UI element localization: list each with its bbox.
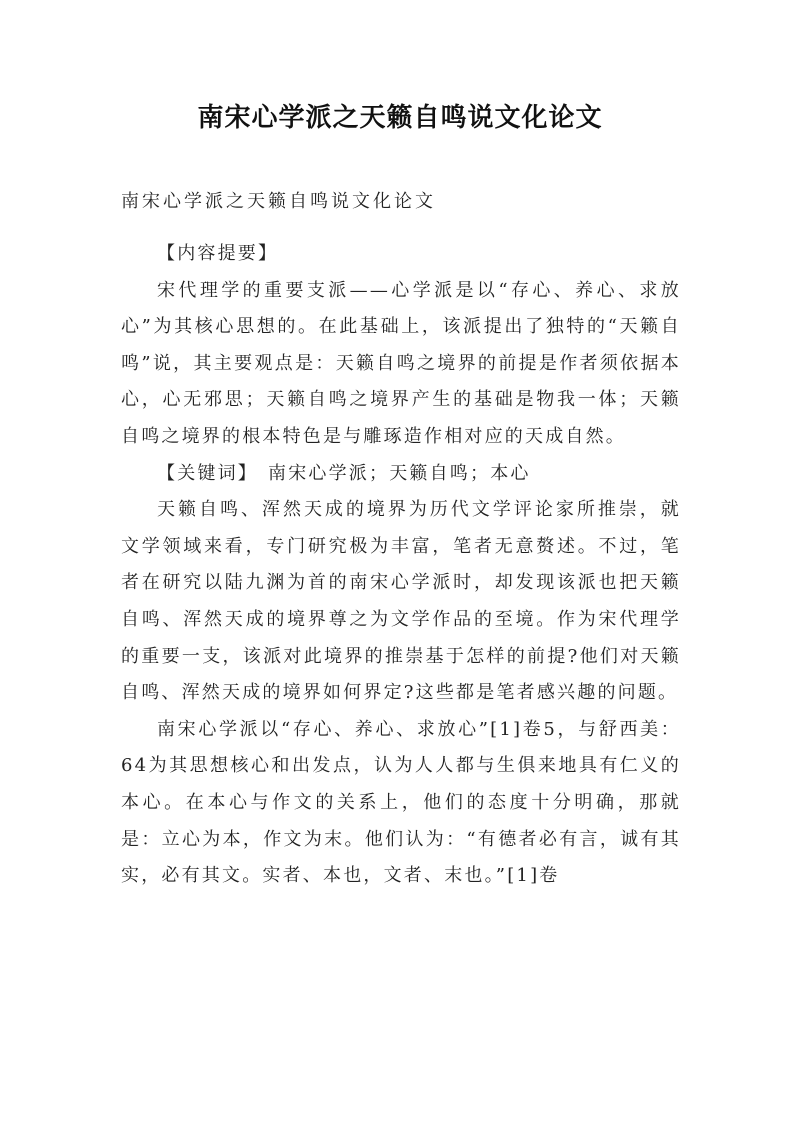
document-subtitle: 南宋心学派之天籁自鸣说文化论文 xyxy=(121,191,436,212)
abstract-paragraph: 宋代理学的重要支派——心学派是以“存心、养心、求放心”为其核心思想的。在此基础上，该派提出了独特的“天籁自鸣”说，其主要观点是：天籁自鸣之境界的前提是作者须依据本心，心无邪思；天籁自鸣之境界产生的基础是物我一体；天籁自鸣之境界的根本特色是与雕琢造作相对应的天成自然。 xyxy=(121,279,681,447)
body-paragraph-1: 天籁自鸣、浑然天成的境界为历代文学评论家所推崇，就文学领域来看，专门研究极为丰富，笔者无意赘述。不过，笔者在研究以陆九渊为首的南宋心学派时，却发现该派也把天籁自鸣、浑然天成的境界尊之为文学作品的至境。作为宋代理学的重要一支，该派对此境界的推崇基于怎样的前提?他们对天籁自鸣、浑然天成的境界如何界定?这些都是笔者感兴趣的问题。 xyxy=(121,499,681,704)
body-paragraph-2: 南宋心学派以“存心、养心、求放心”[1]卷5，与舒西美：64为其思想核心和出发点，认为人人都与生俱来地具有仁义的本心。在本心与作文的关系上，他们的态度十分明确，那就是：立心为本，作文为末。他们认为：“有德者必有言，诚有其实，必有其文。实者、本也，文者、末也。”[1]卷 xyxy=(121,718,681,887)
document-body xyxy=(121,236,681,895)
keywords-value: 南宋心学派；天籁自鸣；本心 xyxy=(268,462,531,484)
keywords-label: 【关键词】 xyxy=(157,462,258,484)
abstract-heading: 【内容提要】 xyxy=(157,243,279,264)
keywords-line xyxy=(121,456,681,493)
document-title: 南宋心学派之天籁自鸣说文化论文 xyxy=(197,103,603,133)
